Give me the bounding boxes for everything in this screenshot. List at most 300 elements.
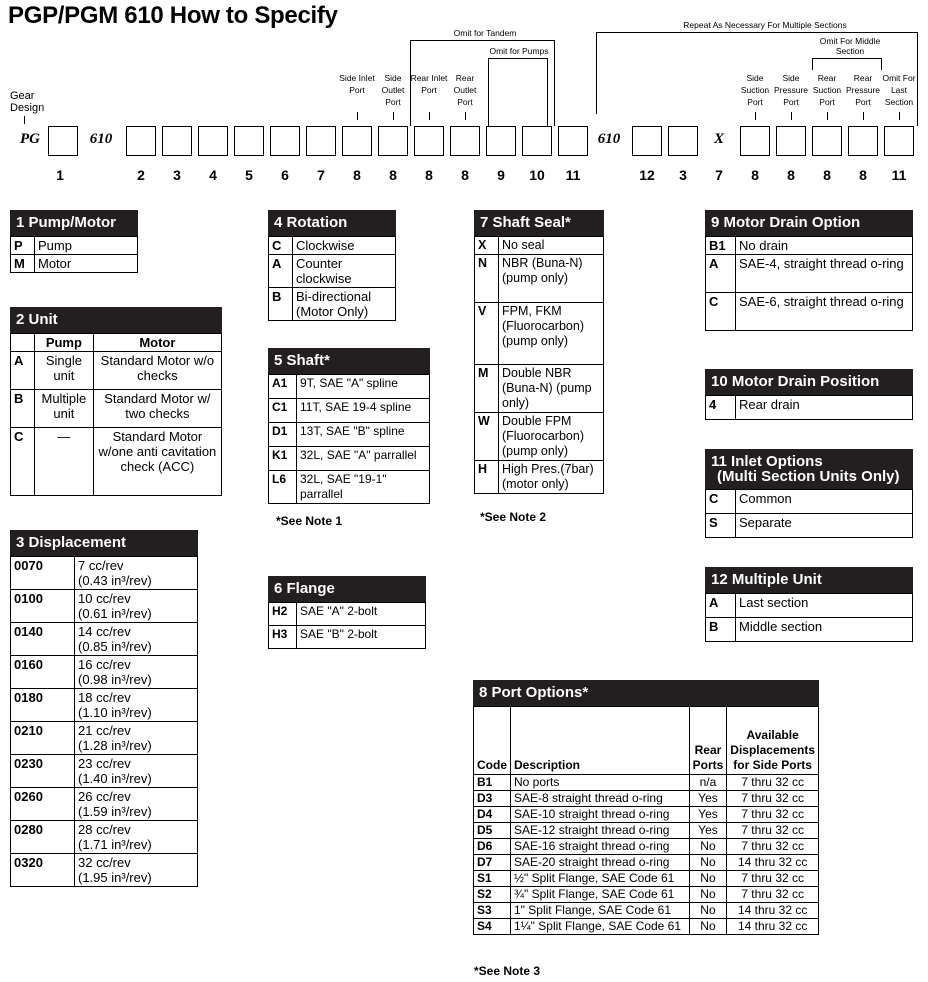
table-multiple-unit [705,567,913,642]
table-rotation [268,210,396,321]
table-motor-drain-option [705,210,913,331]
in-value: (1.59 in³/rev) [78,804,152,819]
table-row [475,413,604,461]
table-row [269,603,426,626]
table-row [11,821,198,854]
position-number: 8 [389,167,397,183]
note: *See Note 3 [474,964,541,978]
cc-value: 7 cc/rev [78,558,124,573]
table-row [11,557,198,590]
desc-cell [75,755,198,788]
table-row [11,656,198,689]
bracket-line [410,40,411,126]
table-row [11,854,198,887]
table-row [11,390,222,428]
code-cell: 0210 [11,722,75,755]
code-cell: A [706,255,736,293]
position-number: 8 [859,167,867,183]
motor-cell: Standard Motor w/one anti cavitation check (ACC) [93,428,221,496]
desc-cell: 1¼" Split Flange, SAE Code 61 [511,919,690,935]
rear-ports-cell: No [689,903,727,919]
code-cell: B1 [474,775,511,791]
table-row [11,755,198,788]
rear-ports-cell: No [689,855,727,871]
code-cell: 0100 [11,590,75,623]
code-cell: S3 [474,903,511,919]
table-row [474,791,819,807]
rear-ports-cell: n/a [689,775,727,791]
desc-cell: 1" Split Flange, SAE Code 61 [511,903,690,919]
omit-for-tandem-label: Omit for Tandem [453,28,517,38]
label-rear-suction-port: Rear Suction Port [812,73,842,107]
position-number: 3 [679,167,687,183]
tick [429,112,430,120]
table-row [269,447,430,471]
table-row [706,618,913,642]
table-row [11,255,138,273]
code-cell: X [475,237,499,255]
tick [791,112,792,120]
table-row [474,807,819,823]
in-value: (1.10 in³/rev) [78,705,152,720]
displacements-cell: 7 thru 32 cc [727,871,819,887]
desc-cell [75,557,198,590]
tick [357,112,358,120]
code-cell: 4 [706,396,736,420]
desc-cell: No drain [736,237,913,255]
spec-box-6[interactable] [270,126,300,156]
in-value: (0.43 in³/rev) [78,573,152,588]
code-cell: B [706,618,736,642]
bracket-line [554,40,555,126]
cc-value: 28 cc/rev [78,822,131,837]
code-cell: H [475,461,499,494]
tick [899,112,900,120]
tick [465,112,466,120]
pump-cell: — [35,428,94,496]
cc-value: 10 cc/rev [78,591,131,606]
position-number: 3 [173,167,181,183]
desc-cell: 13T, SAE "B" spline [297,423,430,447]
table-title-block [705,449,913,489]
in-value: (1.95 in³/rev) [78,870,152,885]
tick [393,112,394,120]
displacements-cell: 7 thru 32 cc [727,807,819,823]
column-header: Code [474,707,511,775]
desc-cell: 32L, SAE "19-1" parrallel [297,471,430,504]
table-shaft [268,348,430,504]
table-row [11,722,198,755]
table-title: 10 Motor Drain Position [705,369,913,395]
bracket-line [488,58,489,126]
label-side-outlet-port: Side Outlet Port [381,73,405,107]
displacements-cell: 14 thru 32 cc [727,855,819,871]
table-row [474,887,819,903]
desc-cell: Double NBR (Buna-N) (pump only) [499,365,604,413]
desc-cell: SAE-8 straight thread o-ring [511,791,690,807]
spec-box-9[interactable] [486,126,516,156]
desc-cell [75,656,198,689]
code-cell: P [11,237,35,255]
desc-cell: SAE-6, straight thread o-ring [736,293,913,331]
table-title: 6 Flange [268,576,426,602]
desc-cell: 32L, SAE "A" parrallel [297,447,430,471]
table-row [11,689,198,722]
in-value: (0.98 in³/rev) [78,672,152,687]
column-header: Available Displacements for Side Ports [727,707,819,775]
bracket-line [547,58,548,126]
position-number: 5 [245,167,253,183]
table-title: 12 Multiple Unit [705,567,913,593]
position-number: 8 [751,167,759,183]
in-value: (0.85 in³/rev) [78,639,152,654]
table-title: 11 Inlet Options [711,453,823,470]
code-cell: V [475,303,499,365]
code-cell: C [11,428,35,496]
column-header: Description [511,707,690,775]
code-cell: H2 [269,603,297,626]
omit-for-pumps-label: Omit for Pumps [489,46,549,56]
repeat-label: Repeat As Necessary For Multiple Sections [683,20,847,30]
table-title: 1 Pump/Motor [10,210,138,236]
table-subtitle: (Multi Section Units Only) [717,468,900,485]
desc-cell: No ports [511,775,690,791]
table-row [11,788,198,821]
bracket-line [812,58,882,59]
table-row [475,303,604,365]
bracket-line [812,58,813,70]
spec-box-7[interactable] [306,126,336,156]
table-row [706,490,913,514]
table-row [474,871,819,887]
displacements-cell: 14 thru 32 cc [727,903,819,919]
cc-value: 18 cc/rev [78,690,131,705]
table-title: 4 Rotation [268,210,396,236]
tick [755,112,756,120]
code-cell: M [11,255,35,273]
spec-box-8-side-inlet[interactable] [342,126,372,156]
table-row [269,423,430,447]
desc-cell: SAE-16 straight thread o-ring [511,839,690,855]
table-row [475,255,604,303]
desc-cell: SAE-20 straight thread o-ring [511,855,690,871]
desc-cell: Counter clockwise [293,255,396,288]
table-row [11,428,222,496]
code-cell: C [706,490,736,514]
code-cell: D6 [474,839,511,855]
displacements-cell: 7 thru 32 cc [727,839,819,855]
code-cell: 0280 [11,821,75,854]
table-row [11,623,198,656]
position-number: 1 [56,167,64,183]
desc-cell: Clockwise [293,237,396,255]
displacements-cell: 7 thru 32 cc [727,791,819,807]
spec-box-8-rear-inlet[interactable] [414,126,444,156]
code-cell: B [11,390,35,428]
label-rear-pressure-port: Rear Pressure Port [845,73,880,107]
rear-ports-cell: No [689,919,727,935]
displacements-cell: 7 thru 32 cc [727,823,819,839]
code-cell: D7 [474,855,511,871]
position-number: 6 [281,167,289,183]
code-cell: D5 [474,823,511,839]
code-cell: 0230 [11,755,75,788]
literal-610-second: 610 [597,131,621,147]
cc-value: 26 cc/rev [78,789,131,804]
code-cell: 0320 [11,854,75,887]
cc-value: 16 cc/rev [78,657,131,672]
desc-cell [75,821,198,854]
table-port-options [473,680,819,935]
desc-cell: No seal [499,237,604,255]
label-side-inlet-port: Side Inlet Port [339,73,375,95]
column-header: Pump [35,334,94,352]
desc-cell [75,623,198,656]
motor-cell: Standard Motor w/o checks [93,352,221,390]
code-cell: D1 [269,423,297,447]
table-unit [10,307,222,496]
tick [827,112,828,120]
spec-box-3[interactable] [162,126,192,156]
spec-box-8-side-suction[interactable] [740,126,770,156]
table-row [269,255,396,288]
position-number: 7 [317,167,325,183]
spec-box-2[interactable] [126,126,156,156]
table-row [706,293,913,331]
position-number: 8 [425,167,433,183]
table-row [475,461,604,494]
desc-cell: Separate [736,514,913,538]
bracket-line [596,32,597,114]
desc-cell: Double FPM (Fluorocarbon) (pump only) [499,413,604,461]
desc-cell: 11T, SAE 19-4 spline [297,399,430,423]
position-number: 12 [639,167,655,183]
desc-cell [75,689,198,722]
table-row [474,839,819,855]
position-number: 8 [787,167,795,183]
table-title: 7 Shaft Seal* [474,210,604,236]
note: *See Note 2 [480,510,547,524]
position-number: 8 [353,167,361,183]
cc-value: 32 cc/rev [78,855,131,870]
desc-cell: SAE-10 straight thread o-ring [511,807,690,823]
table-row [475,365,604,413]
table-row [269,399,430,423]
position-number: 7 [715,167,723,183]
desc-cell: ¾" Split Flange, SAE Code 61 [511,887,690,903]
position-number: 2 [137,167,145,183]
desc-cell: SAE-4, straight thread o-ring [736,255,913,293]
code-cell: K1 [269,447,297,471]
table-title: 2 Unit [10,307,222,333]
table-row [269,237,396,255]
table-row [706,396,913,420]
position-number: 8 [461,167,469,183]
desc-cell: Last section [736,594,913,618]
label-side-pressure-port: Side Pressure Port [773,73,808,107]
omit-middle-label: Omit For Middle Section [819,36,881,56]
spec-box-5[interactable] [234,126,264,156]
in-value: (1.71 in³/rev) [78,837,152,852]
desc-cell: Middle section [736,618,913,642]
position-number: 9 [497,167,505,183]
table-row [269,626,426,649]
desc-cell: NBR (Buna-N) (pump only) [499,255,604,303]
table-row [706,255,913,293]
desc-cell: SAE "B" 2-bolt [297,626,426,649]
pump-cell: Multiple unit [35,390,94,428]
spec-box-8-rear-pressure[interactable] [848,126,878,156]
position-number: 10 [529,167,545,183]
label-side-suction-port: Side Suction Port [740,73,770,107]
desc-cell: Motor [35,255,138,273]
table-row [706,514,913,538]
desc-cell: Pump [35,237,138,255]
spec-box-8-rear-outlet[interactable] [450,126,480,156]
pump-cell: Single unit [35,352,94,390]
code-cell: A1 [269,375,297,399]
table-displacement [10,530,198,887]
literal-610-first: 610 [89,131,113,147]
code-cell: S4 [474,919,511,935]
position-number: 11 [565,167,581,183]
table-row [474,823,819,839]
table-pump-motor [10,210,138,273]
table-row [474,855,819,871]
code-cell: W [475,413,499,461]
spec-box-3b[interactable] [668,126,698,156]
bracket-line [596,32,918,33]
code-cell: N [475,255,499,303]
position-number: 8 [823,167,831,183]
displacements-cell: 7 thru 32 cc [727,887,819,903]
code-cell: M [475,365,499,413]
in-value: (1.40 in³/rev) [78,771,152,786]
table-row [706,594,913,618]
code-cell: 0260 [11,788,75,821]
table-title: 5 Shaft* [268,348,430,374]
desc-cell [75,854,198,887]
note: *See Note 1 [276,514,343,528]
column-header: Motor [93,334,221,352]
code-cell: 0180 [11,689,75,722]
spec-box-10[interactable] [522,126,552,156]
code-cell: C [706,293,736,331]
rear-ports-cell: Yes [689,823,727,839]
literal-pg: PG [20,131,40,147]
desc-cell: SAE-12 straight thread o-ring [511,823,690,839]
displacements-cell: 14 thru 32 cc [727,919,819,935]
table-inlet-options [705,449,913,538]
spec-box-11[interactable] [558,126,588,156]
table-row [269,375,430,399]
desc-cell: Common [736,490,913,514]
table-title: 9 Motor Drain Option [705,210,913,236]
tick [863,112,864,120]
cc-value: 21 cc/rev [78,723,131,738]
table-flange [268,576,426,649]
desc-cell: ½" Split Flange, SAE Code 61 [511,871,690,887]
bracket-line [488,58,548,59]
table-row [11,352,222,390]
table-title: 8 Port Options* [473,680,819,706]
table-row [475,237,604,255]
label-rear-inlet-port: Rear Inlet Port [410,73,448,95]
spec-box-8-rear-suction[interactable] [812,126,842,156]
code-cell: 0160 [11,656,75,689]
code-cell: S1 [474,871,511,887]
desc-cell: Bi-directional (Motor Only) [293,288,396,321]
position-number: 4 [209,167,217,183]
code-cell: C [269,237,293,255]
code-cell: S [706,514,736,538]
spec-box-12[interactable] [632,126,662,156]
spec-box-1[interactable] [48,126,78,156]
rear-ports-cell: No [689,839,727,855]
code-cell: D4 [474,807,511,823]
table-title: 3 Displacement [10,530,198,556]
page-title: PGP/PGM 610 How to Specify [8,2,338,29]
code-cell: A [11,352,35,390]
cc-value: 14 cc/rev [78,624,131,639]
code-cell: B [269,288,293,321]
bracket-line [917,32,918,126]
code-cell: L6 [269,471,297,504]
bracket-line [881,58,882,70]
tick [24,116,25,124]
code-cell: A [269,255,293,288]
table-row [474,903,819,919]
desc-cell [75,590,198,623]
spec-box-4[interactable] [198,126,228,156]
code-cell: D3 [474,791,511,807]
table-row [706,237,913,255]
rear-ports-cell: Yes [689,807,727,823]
code-cell: 0070 [11,557,75,590]
table-row [11,590,198,623]
spec-box-8-side-outlet[interactable] [378,126,408,156]
desc-cell [75,722,198,755]
table-row [474,775,819,791]
displacements-cell: 7 thru 32 cc [727,775,819,791]
desc-cell [75,788,198,821]
code-cell: S2 [474,887,511,903]
column-header: Rear Ports [689,707,727,775]
table-motor-drain-position [705,369,913,420]
literal-x: X [713,131,724,147]
table-row [11,237,138,255]
table-row [269,471,430,504]
position-number: 11 [891,167,907,183]
rear-ports-cell: No [689,871,727,887]
table-row [269,288,396,321]
motor-cell: Standard Motor w/ two checks [93,390,221,428]
rear-ports-cell: No [689,887,727,903]
bracket-line [410,40,555,41]
in-value: (1.28 in³/rev) [78,738,152,753]
rear-ports-cell: Yes [689,791,727,807]
spec-box-8-side-pressure[interactable] [776,126,806,156]
gear-design-label: Gear Design [10,90,45,114]
code-cell: C1 [269,399,297,423]
code-cell: H3 [269,626,297,649]
desc-cell: High Pres.(7bar) (motor only) [499,461,604,494]
desc-cell: 9T, SAE "A" spline [297,375,430,399]
label-omit-last-section: Omit For Last Section [882,73,916,107]
code-cell: A [706,594,736,618]
cc-value: 23 cc/rev [78,756,131,771]
spec-box-11b[interactable] [884,126,914,156]
